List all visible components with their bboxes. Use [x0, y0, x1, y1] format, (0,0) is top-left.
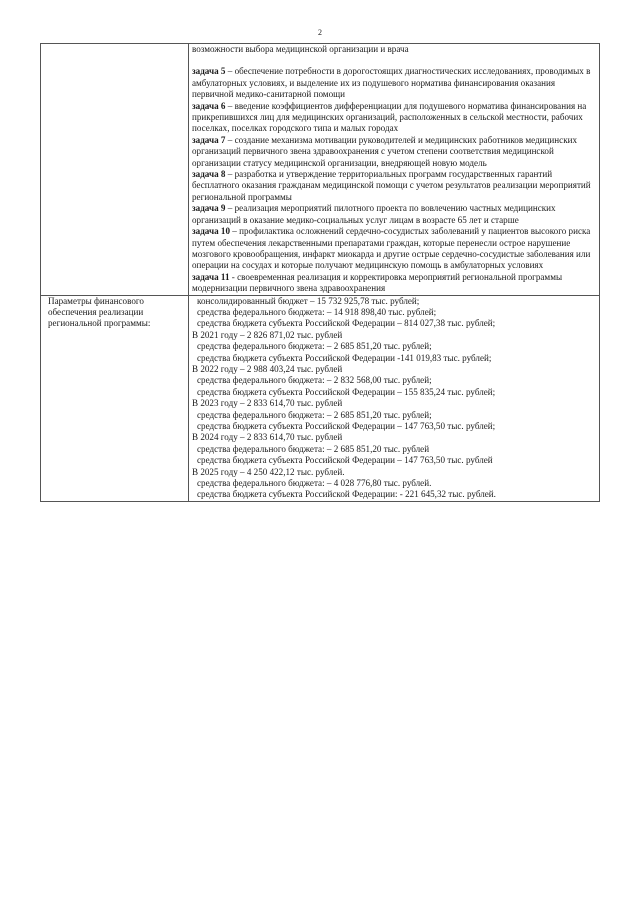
table-cell-tasks	[189, 44, 600, 296]
task-text: – обеспечение потребности в дорогостоящих диагностических исследованиях, проводимых в амбулаторных условиях, и выделение их из подушевого норматива финансирования оказания первичной медико-санитарной помощи	[192, 66, 591, 100]
financing-line: средства федерального бюджета: – 2 832 568,00 тыс. рублей;	[197, 375, 432, 386]
table-row-tasks	[41, 44, 600, 296]
task-label: задача 6	[192, 100, 226, 111]
financing-year-line: В 2024 году – 2 833 614,70 тыс. рублей	[192, 432, 343, 443]
task-label: задача 11	[192, 271, 230, 282]
task-item	[192, 135, 596, 169]
page-number: 2	[318, 28, 322, 37]
task-item	[192, 272, 596, 295]
task-text: – профилактика осложнений сердечно-сосудистых заболеваний у пациентов высокого риска путем обеспечения лекарственными препаратами граждан, которые перенесли острое нарушение мозгового кровообращения, инфаркт миокарда и другие острые сердечно-сосудистые заболевания или операции на сосудах и которые получают медицинскую помощь в амбулаторных условиях	[192, 226, 591, 271]
financing-line: средства федерального бюджета: – 2 685 851,20 тыс. рублей;	[197, 409, 432, 420]
financing-line: средства бюджета субъекта Российской Федерации – 814 027,38 тыс. рублей;	[197, 318, 496, 329]
table-cell-empty	[41, 44, 189, 296]
financing-values	[189, 295, 600, 501]
task-item	[192, 169, 596, 203]
task-text: – реализация мероприятий пилотного проекта по вовлечению частных медицинских организаций в оказание медико-социальных услуг лицам в возрасте 65 лет и старше	[192, 203, 556, 225]
financing-year-line: В 2025 году – 4 250 422,12 тыс. рублей.	[192, 466, 345, 477]
task-label: задача 9	[192, 203, 226, 214]
financing-line: средства бюджета субъекта Российской Федерации – 155 835,24 тыс. рублей;	[197, 386, 496, 397]
task-label: задача 7	[192, 134, 226, 145]
financing-line: средства федерального бюджета: – 4 028 776,80 тыс. рублей.	[197, 478, 432, 489]
task-text: – разработка и утверждение территориальных программ государственных гарантий бесплатного оказания гражданам медицинской помощи с учетом результатов реализации мероприятий региональной программы	[192, 169, 591, 202]
task-label: задача 5	[192, 66, 226, 77]
task-item	[192, 66, 596, 100]
financing-line: средства федерального бюджета: – 14 918 898,40 тыс. рублей;	[197, 306, 437, 317]
financing-line: средства бюджета субъекта Российской Федерации -141 019,83 тыс. рублей;	[197, 352, 492, 363]
financing-line: консолидированный бюджет – 15 732 925,78 тыс. рублей;	[197, 295, 420, 306]
task-text: - своевременная реализация и корректировка мероприятий региональной программы модернизации первичного звена здравоохранения	[192, 271, 563, 294]
financing-label: Параметры финансового обеспечения реализации региональной программы:	[41, 295, 189, 501]
task-item	[192, 203, 596, 226]
financing-year-line: В 2021 году – 2 826 871,02 тыс. рублей	[192, 329, 343, 340]
table-row-financing	[41, 295, 600, 501]
document-table	[40, 43, 600, 502]
task-label: задача 8	[192, 169, 226, 180]
financing-line: средства федерального бюджета: – 2 685 851,20 тыс. рублей	[197, 443, 430, 454]
task-item	[192, 226, 596, 272]
financing-line: средства бюджета субъекта Российской Федерации: - 221 645,32 тыс. рублей.	[197, 489, 496, 500]
financing-line: средства бюджета субъекта Российской Федерации – 147 763,50 тыс. рублей;	[197, 421, 496, 431]
task-text: – создание механизма мотивации руководителей и медицинских работников медицинских организаций первичного звена здравоохранения с учетом степени соответствия медицинской организации статусу медицинской организации, внедряющей новую модель	[192, 134, 578, 168]
task-item	[192, 101, 596, 135]
task-text: – введение коэффициентов дифференциации для подушевого норматива финансирования на прикрепившихся лиц для медицинских организаций, расположенных в сельской местности, рабочих поселках, поселках городского типа и малых городах	[192, 100, 587, 134]
financing-year-line: В 2023 году – 2 833 614,70 тыс. рублей	[192, 398, 343, 409]
tasks-intro: возможности выбора медицинской организации и врача	[192, 44, 409, 54]
financing-year-line: В 2022 году – 2 988 403,24 тыс. рублей	[192, 363, 343, 374]
financing-line: средства бюджета субъекта Российской Федерации – 147 763,50 тыс. рублей	[197, 455, 493, 466]
financing-line: средства федерального бюджета: – 2 685 851,20 тыс. рублей;	[197, 341, 432, 352]
task-label: задача 10	[192, 226, 231, 237]
